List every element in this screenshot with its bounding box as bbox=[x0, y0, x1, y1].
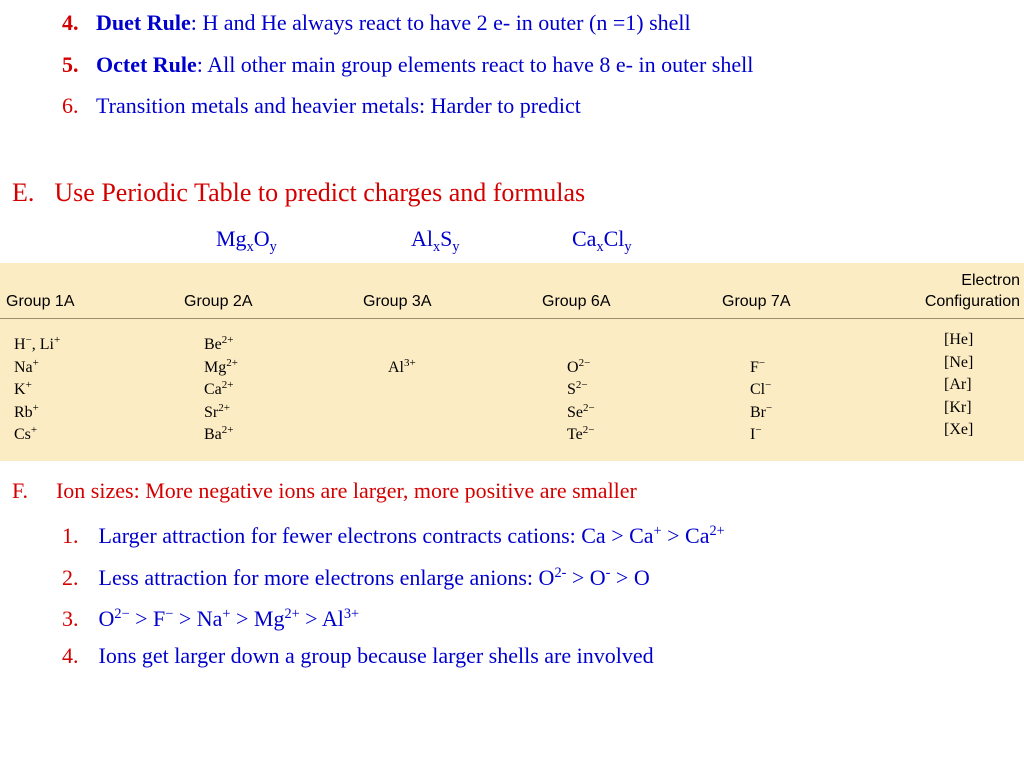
list-number: 4. bbox=[62, 10, 79, 35]
column-group-3a bbox=[388, 329, 416, 442]
ion-cell bbox=[388, 419, 416, 442]
ion-size-item-3 bbox=[62, 601, 359, 632]
header-electron-configuration: Electron Configuration bbox=[924, 272, 1020, 310]
ion-charge-table bbox=[0, 263, 1024, 461]
ion-cell bbox=[388, 374, 416, 397]
ion-cell bbox=[750, 329, 772, 352]
formula-cacl: $Ca_xCl_y$ bbox=[572, 226, 632, 255]
ion-size-item-2 bbox=[62, 560, 650, 591]
ion-cell: $Mg^{2+}$ bbox=[204, 356, 238, 376]
section-letter: F. bbox=[12, 478, 28, 503]
header-group-7a: Group 7A bbox=[722, 293, 791, 310]
column-group-6a bbox=[567, 329, 595, 442]
ion-cell: $Se^{2-}$ bbox=[567, 401, 595, 421]
rule-item-duet bbox=[62, 10, 691, 36]
ion-cell bbox=[567, 329, 595, 352]
config-cell: [Ar] bbox=[944, 376, 972, 393]
section-e-heading bbox=[12, 178, 585, 208]
ion-size-item-1 bbox=[62, 518, 725, 549]
formula-als: $Al_xS_y$ bbox=[411, 226, 460, 255]
ion-cell bbox=[388, 329, 416, 352]
item-text: $O^{2-} > F^- > Na^+ > Mg^{2+} > Al^{3+}$ bbox=[98, 605, 360, 631]
config-cell: [He] bbox=[944, 331, 974, 348]
rule-text: : All other main group elements react to have 8 e- in outer shell bbox=[196, 52, 754, 77]
ion-cell: $Te^{2-}$ bbox=[567, 424, 595, 443]
ion-cell: $Ba^{2+}$ bbox=[204, 424, 234, 443]
ion-cell: H−, Li+ bbox=[14, 334, 61, 353]
section-letter: E. bbox=[12, 178, 35, 207]
config-cell: [Xe] bbox=[944, 421, 974, 438]
rule-text: : H and He always react to have 2 e- in outer (n =1) shell bbox=[190, 10, 691, 35]
ion-cell: $Al^{3+}$ bbox=[388, 356, 416, 376]
item-text: Larger attraction for fewer electrons contracts cations: $Ca > Ca^+ > Ca^{2+}$ bbox=[98, 522, 725, 548]
formula-mgo: $Mg_xO_y$ bbox=[216, 226, 277, 255]
column-group-1a bbox=[14, 329, 60, 442]
config-cell: [Ne] bbox=[944, 353, 974, 371]
header-group-6a: Group 6A bbox=[542, 293, 611, 310]
rule-term: Octet Rule bbox=[96, 52, 197, 77]
ion-cell: $Sr^{2+}$ bbox=[204, 401, 230, 421]
ion-cell: F− bbox=[750, 356, 766, 376]
ion-cell bbox=[388, 397, 416, 420]
section-f-heading bbox=[12, 478, 637, 504]
list-number: 5. bbox=[62, 52, 79, 77]
rule-item-transition bbox=[62, 93, 581, 119]
item-text: Ions get larger down a group because larger shells are involved bbox=[98, 643, 654, 668]
section-title: Ion sizes: More negative ions are larger, more positive are smaller bbox=[55, 478, 637, 503]
config-cell: [Kr] bbox=[944, 398, 972, 416]
column-group-7a bbox=[750, 329, 772, 442]
section-title: Use Periodic Table to predict charges and formulas bbox=[54, 178, 586, 207]
ion-cell: $Ca^{2+}$ bbox=[204, 379, 234, 398]
list-number: 1. bbox=[62, 522, 79, 548]
header-group-3a: Group 3A bbox=[363, 293, 432, 310]
ion-cell: $Be^{2+}$ bbox=[204, 334, 234, 353]
rule-text: Transition metals and heavier metals: Harder to predict bbox=[96, 93, 581, 118]
list-number: 3. bbox=[62, 605, 79, 631]
ion-cell: $S^{2-}$ bbox=[567, 379, 588, 398]
ion-cell: K+ bbox=[14, 379, 32, 398]
header-group-1a: Group 1A bbox=[6, 293, 75, 310]
ion-cell: Na+ bbox=[14, 356, 39, 376]
item-text: Less attraction for more electrons enlarge anions: $O^{2-} > O^- > O$ bbox=[98, 564, 650, 590]
header-group-2a: Group 2A bbox=[184, 293, 253, 310]
rule-item-octet bbox=[62, 52, 753, 78]
rule-term: Duet Rule bbox=[96, 10, 191, 35]
table-header-divider bbox=[0, 318, 1024, 319]
ion-cell: Cs+ bbox=[14, 424, 38, 443]
list-number: 6. bbox=[62, 93, 79, 118]
list-number: 2. bbox=[62, 564, 79, 590]
ion-cell: Rb+ bbox=[14, 401, 39, 421]
ion-cell: I− bbox=[750, 424, 762, 443]
column-electron-configuration bbox=[944, 329, 973, 442]
ion-cell: Br− bbox=[750, 401, 773, 421]
ion-size-item-4 bbox=[62, 643, 654, 669]
column-group-2a bbox=[204, 329, 238, 442]
ion-cell: Cl− bbox=[750, 379, 772, 398]
list-number: 4. bbox=[62, 643, 79, 668]
ion-cell: $O^{2-}$ bbox=[567, 356, 591, 376]
